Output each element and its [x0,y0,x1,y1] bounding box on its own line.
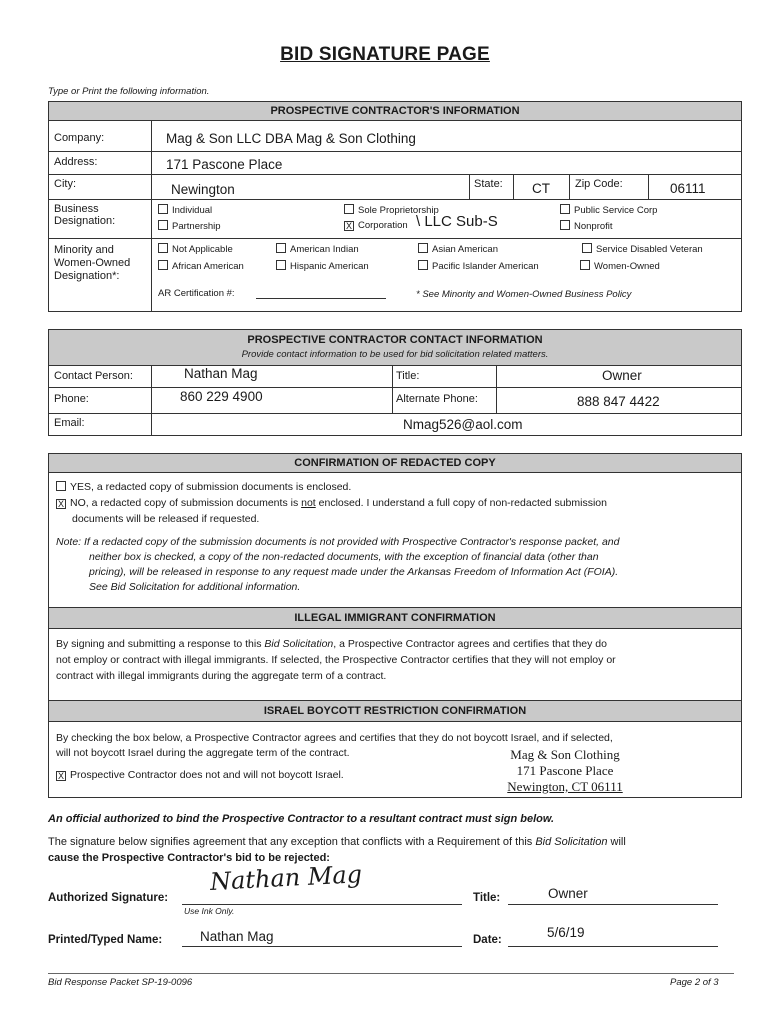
redacted-note-1: Note: If a redacted copy of the submission documents is not provided with Prospective Contractor's response packet, and [56,536,620,548]
redacted-no-option[interactable]: X NO, a redacted copy of submission documents is not enclosed. I understand a full copy of non-redacted submission [57,497,607,509]
alt-phone-label: Alternate Phone: [396,393,478,405]
address-label: Address: [54,156,98,168]
redacted-header: CONFIRMATION OF REDACTED COPY [49,454,741,473]
redacted-yes-option[interactable]: YES, a redacted copy of submission documents is enclosed. [56,480,351,496]
checkbox-american-indian[interactable]: American Indian [276,243,359,255]
israel-header: ISRAEL BOYCOTT RESTRICTION CONFIRMATION [49,701,741,722]
immigrant-text-1: By signing and submitting a response to this Bid Solicitation, a Prospective Contractor agrees and certifies that they do [56,638,607,650]
checkbox-asian-american[interactable]: Asian American [418,243,498,255]
business-label: Business Designation: [54,203,116,227]
authorized-signature-line[interactable] [182,904,462,905]
date-label: Date: [473,934,502,946]
immigrant-text-3: contract with illegal immigrants during the aggregate term of a contract. [56,670,387,682]
address-field[interactable]: 171 Pascone Place [166,157,283,172]
checkbox-african-american[interactable]: African American [158,260,244,272]
checkbox-pacific-islander-american[interactable]: Pacific Islander American [418,260,539,272]
contact-person-field[interactable]: Nathan Mag [184,366,258,381]
alt-phone-field[interactable]: 888 847 4422 [577,394,660,409]
checkbox-individual[interactable]: Individual [158,204,212,216]
agreement-text-1: The signature below signifies agreement that any exception that conflicts with a Requirement of this Bid Solicitation will [48,836,626,848]
immigrant-header: ILLEGAL IMMIGRANT CONFIRMATION [49,608,741,629]
email-label: Email: [54,417,85,429]
redacted-note-2: neither box is checked, a copy of the non-redacted documents, with the exception of financial data (other than [89,551,599,563]
checkbox-nonprofit[interactable]: Nonprofit [560,220,613,232]
minority-label: Minority and Women-Owned Designation*: [54,244,131,282]
israel-text-1: By checking the box below, a Prospective Contractor agrees and certifies that they do not boycott Israel, and if selected, [56,732,613,744]
footer-packet-id: Bid Response Packet SP-19-0096 [48,977,193,988]
email-field[interactable]: Nmag526@aol.com [403,417,523,432]
checkbox-women-owned[interactable]: Women-Owned [580,260,660,272]
immigrant-text-2: not employ or contract with illegal immigrants. If selected, the Prospective Contractor certifies that they will not employ or [56,654,616,666]
footer-page-number: Page 2 of 3 [670,977,719,988]
ar-certification-field[interactable] [256,298,386,299]
phone-field[interactable]: 860 229 4900 [180,389,263,404]
company-label: Company: [54,132,105,144]
redacted-note-4: See Bid Solicitation for additional information. [89,581,301,593]
contact-title-label: Title: [396,370,420,382]
contact-person-label: Contact Person: [54,370,133,382]
checkbox-hispanic-american[interactable]: Hispanic American [276,260,369,272]
checkbox-partnership[interactable]: Partnership [158,220,221,232]
printed-name-field[interactable]: Nathan Mag [200,929,274,944]
redacted-no-continued: documents will be released if requested. [72,513,260,525]
signature-title-label: Title: [473,892,501,904]
official-authorization-text: An official authorized to bind the Prospective Contractor to a resultant contract must sign below. [48,813,555,825]
checkbox-corporation[interactable]: X Corporation [345,220,408,231]
checkbox-public-service-corp[interactable]: Public Service Corp [560,204,657,216]
page-title: BID SIGNATURE PAGE [280,44,490,65]
contact-title-field[interactable]: Owner [602,368,642,383]
state-label: State: [474,178,503,190]
handwritten-signature: Nathan Mag [209,860,363,896]
israel-checkbox[interactable]: X Prospective Contractor does not and will not boycott Israel. [57,769,344,781]
contact-info-header: PROSPECTIVE CONTRACTOR CONTACT INFORMATION Provide contact information to be used for bid solicitation related matters. [49,330,741,366]
date-field[interactable]: 5/6/19 [547,925,585,940]
printed-name-label: Printed/Typed Name: [48,934,163,946]
checkbox-not-applicable[interactable]: Not Applicable [158,243,233,255]
company-stamp: Mag & Son Clothing 171 Pascone Place Newington, CT 06111 [507,747,623,794]
checkbox-sole-proprietorship[interactable]: Sole Proprietorship [344,204,439,216]
authorized-signature-label: Authorized Signature: [48,892,169,904]
company-field[interactable]: Mag & Son LLC DBA Mag & Son Clothing [166,131,416,146]
israel-text-2: will not boycott Israel during the aggregate term of the contract. [56,747,350,759]
city-label: City: [54,178,76,190]
signature-title-field[interactable]: Owner [548,886,588,901]
state-field[interactable]: CT [532,181,550,196]
phone-label: Phone: [54,393,89,405]
city-field[interactable]: Newington [171,182,235,197]
checkbox-service-disabled-veteran[interactable]: Service Disabled Veteran [582,243,703,255]
agreement-text-2: cause the Prospective Contractor's bid to be rejected: [48,852,330,864]
corporation-handwritten-note: \ LLC Sub-S [416,213,498,230]
redacted-note-3: pricing), will be released in response to any request made under the Arkansas Freedom of Information Act (FOIA). [89,566,619,578]
ar-certification-label: AR Certification #: [158,288,235,299]
policy-note: * See Minority and Women-Owned Business Policy [416,289,632,300]
instructions-text: Type or Print the following information. [48,86,210,97]
zip-label: Zip Code: [575,178,623,190]
contractor-info-header: PROSPECTIVE CONTRACTOR'S INFORMATION [49,102,741,121]
zip-field[interactable]: 06111 [670,181,706,196]
use-ink-note: Use Ink Only. [184,906,235,916]
